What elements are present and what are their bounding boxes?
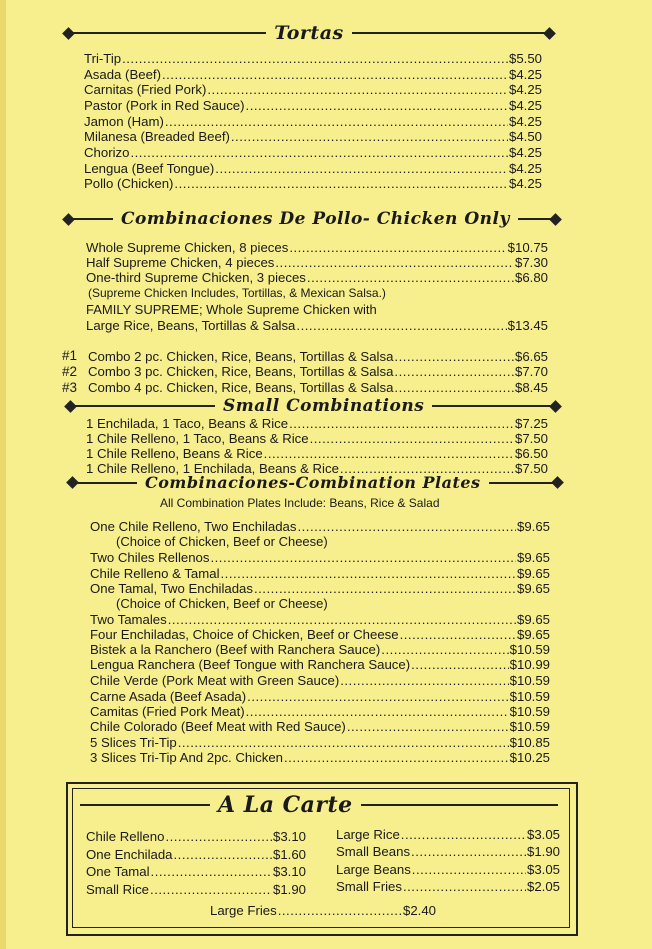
a-la-carte-title: A La Carte xyxy=(218,792,353,818)
pollo-item: Whole Supreme Chicken, 8 pieces ..... $10.75 xyxy=(86,240,548,255)
combo-number: #3 xyxy=(62,380,78,395)
plate-item: Chile Colorado (Beef Meat with Red Sauce) ..... $10.59 xyxy=(90,719,550,734)
torta-item: Carnitas (Fried Pork) ..... $4.25 xyxy=(84,82,542,97)
carte-item: Chile Relleno ..... $3.10 xyxy=(86,829,306,844)
plate-item: Chile Verde (Pork Meat with Green Sauce) ..... $10.59 xyxy=(90,673,550,688)
pollo-banner xyxy=(64,209,560,229)
carte-item: Small Rice ..... $1.90 xyxy=(86,882,306,897)
combo-number: #2 xyxy=(62,364,78,379)
carte-item: Large Rice ..... $3.05 xyxy=(336,827,560,842)
carte-item: Small Fries ..... $2.05 xyxy=(336,879,560,894)
plate-item: Four Enchiladas, Choice of Chicken, Beef or Cheese ..... $9.65 xyxy=(90,627,550,642)
carte-item: Large Beans ..... $3.05 xyxy=(336,862,560,877)
pollo-item: Half Supreme Chicken, 4 pieces ..... $7.30 xyxy=(86,255,548,270)
plate-item: Two Chiles Rellenos ..... $9.65 xyxy=(90,550,550,565)
torta-item: Pollo (Chicken) ..... $4.25 xyxy=(84,176,542,191)
plates-subtitle: All Combination Plates Include: Beans, Rice & Salad xyxy=(160,496,440,510)
carte-item: Small Beans ..... $1.90 xyxy=(336,844,560,859)
family-supreme-item: Large Rice, Beans, Tortillas & Salsa ..... $13.45 xyxy=(86,318,548,333)
a-la-carte-banner xyxy=(80,792,558,818)
torta-item: Pastor (Pork in Red Sauce) ..... $4.25 xyxy=(84,98,542,113)
tortas-banner xyxy=(64,22,554,44)
choice-note: (Choice of Chicken, Beef or Cheese) xyxy=(116,534,328,549)
page-edge xyxy=(0,0,6,949)
plate-item: Chile Relleno & Tamal ..... $9.65 xyxy=(90,566,550,581)
torta-item: Asada (Beef) ..... $4.25 xyxy=(84,67,542,82)
combo-item: Combo 4 pc. Chicken, Rice, Beans, Tortillas & Salsa ..... $8.45 xyxy=(88,380,548,395)
combo-item: Combo 2 pc. Chicken, Rice, Beans, Tortillas & Salsa ..... $6.65 xyxy=(88,349,548,364)
pollo-item: One-third Supreme Chicken, 3 pieces ..... $6.80 xyxy=(86,270,548,285)
family-supreme-line1: FAMILY SUPREME; Whole Supreme Chicken with xyxy=(86,302,377,317)
carte-item: One Enchilada ..... $1.60 xyxy=(86,847,306,862)
plate-item: Carne Asada (Beef Asada) ..... $10.59 xyxy=(90,689,550,704)
plates-title: Combinaciones-Combination Plates xyxy=(145,473,481,492)
plate-item: One Chile Relleno, Two Enchiladas ..... $9.65 xyxy=(90,519,550,534)
small-banner xyxy=(66,396,560,416)
choice-note: (Choice of Chicken, Beef or Cheese) xyxy=(116,596,328,611)
torta-item: Milanesa (Breaded Beef) ..... $4.50 xyxy=(84,129,542,144)
plate-item: 3 Slices Tri-Tip And 2pc. Chicken ..... $10.25 xyxy=(90,750,550,765)
small-item: 1 Chile Relleno, 1 Taco, Beans & Rice ..... $7.50 xyxy=(86,431,548,446)
pollo-title: Combinaciones De Pollo- Chicken Only xyxy=(121,209,510,229)
tortas-title: Tortas xyxy=(274,22,344,44)
torta-item: Jamon (Ham) ..... $4.25 xyxy=(84,114,542,129)
combo-item: Combo 3 pc. Chicken, Rice, Beans, Tortillas & Salsa ..... $7.70 xyxy=(88,364,548,379)
pollo-includes-note: (Supreme Chicken Includes, Tortillas, & Mexican Salsa.) xyxy=(88,286,386,300)
plate-item: One Tamal, Two Enchiladas ..... $9.65 xyxy=(90,581,550,596)
torta-item: Tri-Tip ..... $5.50 xyxy=(84,51,542,66)
torta-item: Lengua (Beef Tongue) ..... $4.25 xyxy=(84,161,542,176)
small-title: Small Combinations xyxy=(223,396,425,416)
small-item: 1 Chile Relleno, 1 Enchilada, Beans & Rice ..... $7.50 xyxy=(86,461,548,476)
carte-item: Large Fries ..... $2.40 xyxy=(210,903,436,918)
small-item: 1 Enchilada, 1 Taco, Beans & Rice ..... $7.25 xyxy=(86,416,548,431)
carte-item: One Tamal ..... $3.10 xyxy=(86,864,306,879)
plate-item: Two Tamales ..... $9.65 xyxy=(90,612,550,627)
plate-item: Bistek a la Ranchero (Beef with Ranchera Sauce) ..... $10.59 xyxy=(90,642,550,657)
torta-item: Chorizo ..... $4.25 xyxy=(84,145,542,160)
small-item: 1 Chile Relleno, Beans & Rice ..... $6.50 xyxy=(86,446,548,461)
plate-item: Lengua Ranchera (Beef Tongue with Ranchera Sauce) ..... $10.99 xyxy=(90,657,550,672)
plate-item: Camitas (Fried Pork Meat) ..... $10.59 xyxy=(90,704,550,719)
plate-item: 5 Slices Tri-Tip ..... $10.85 xyxy=(90,735,550,750)
plates-banner xyxy=(68,473,562,492)
combo-number: #1 xyxy=(62,348,78,363)
